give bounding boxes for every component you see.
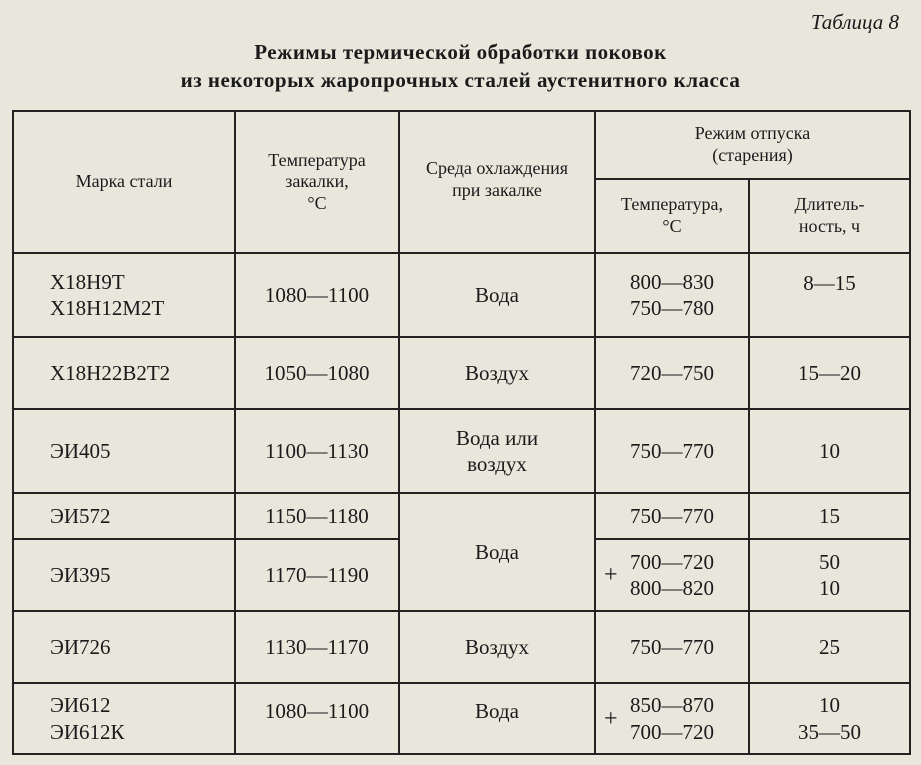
- table-row: [13, 337, 910, 409]
- steel-grade-cell: ЭИ395: [13, 539, 235, 611]
- tempering-temperature-cell: 800—830 750—780: [595, 253, 749, 337]
- duration-cell: 15: [749, 493, 910, 539]
- table-row: [13, 611, 910, 683]
- table-row: [13, 253, 910, 337]
- tempering-temperature-cell: + 700—720 800—820: [595, 539, 749, 611]
- tempering-temperature-cell: 750—770: [595, 493, 749, 539]
- cooling-medium-cell: Вода: [399, 683, 595, 754]
- header-cooling-medium: Среда охлаждения при закалке: [399, 111, 595, 253]
- table-title-line-1: Режимы термической обработки поковок: [254, 40, 667, 64]
- tempering-temperature-cell: 750—770: [595, 611, 749, 683]
- header-tempering-temperature: Температура, °С: [595, 179, 749, 253]
- steel-grade-cell: Х18Н22В2Т2: [13, 337, 235, 409]
- table-row: [13, 493, 910, 539]
- quench-temperature-cell: 1050—1080: [235, 337, 399, 409]
- steel-grade-cell: ЭИ612 ЭИ612К: [13, 683, 235, 754]
- quench-temperature-cell: 1130—1170: [235, 611, 399, 683]
- steel-grade-cell: Х18Н9Т Х18Н12М2Т: [13, 253, 235, 337]
- quench-temperature-cell: 1080—1100: [235, 683, 399, 754]
- tempering-temperature-cell: 750—770: [595, 409, 749, 493]
- cooling-medium-cell: Воздух: [399, 611, 595, 683]
- header-row-1: [13, 111, 910, 179]
- tempering-temperature-cell: + 850—870 700—720: [595, 683, 749, 754]
- quench-temperature-cell: 1100—1130: [235, 409, 399, 493]
- table-number: Таблица 8: [810, 10, 899, 34]
- duration-cell: 10 35—50: [749, 683, 910, 754]
- table-row: [13, 409, 910, 493]
- steel-grade-cell: ЭИ726: [13, 611, 235, 683]
- steel-grade-cell: ЭИ572: [13, 493, 235, 539]
- cooling-medium-cell: Вода: [399, 253, 595, 337]
- header-steel-grade: Марка стали: [13, 111, 235, 253]
- header-quench-temperature: Температура закалки, °С: [235, 111, 399, 253]
- duration-cell: 10: [749, 409, 910, 493]
- steel-grade-cell: ЭИ405: [13, 409, 235, 493]
- tempering-temperature-cell: 720—750: [595, 337, 749, 409]
- cooling-medium-cell: Воздух: [399, 337, 595, 409]
- duration-cell: 50 10: [749, 539, 910, 611]
- duration-cell: 8—15: [749, 253, 910, 337]
- quench-temperature-cell: 1080—1100: [235, 253, 399, 337]
- plus-sign: +: [604, 705, 618, 732]
- cooling-medium-cell: Вода: [399, 493, 595, 611]
- duration-cell: 25: [749, 611, 910, 683]
- heat-treatment-table: [12, 110, 911, 755]
- quench-temperature-cell: 1150—1180: [235, 493, 399, 539]
- header-duration: Длитель- ность, ч: [749, 179, 910, 253]
- quench-temperature-cell: 1170—1190: [235, 539, 399, 611]
- header-tempering-mode: Режим отпуска (старения): [595, 111, 910, 179]
- duration-cell: 15—20: [749, 337, 910, 409]
- table-row: [13, 683, 910, 754]
- plus-sign: +: [604, 562, 618, 588]
- cooling-medium-cell: Вода или воздух: [399, 409, 595, 493]
- table-title-line-2: из некоторых жаропрочных сталей аустенитного класса: [180, 68, 741, 92]
